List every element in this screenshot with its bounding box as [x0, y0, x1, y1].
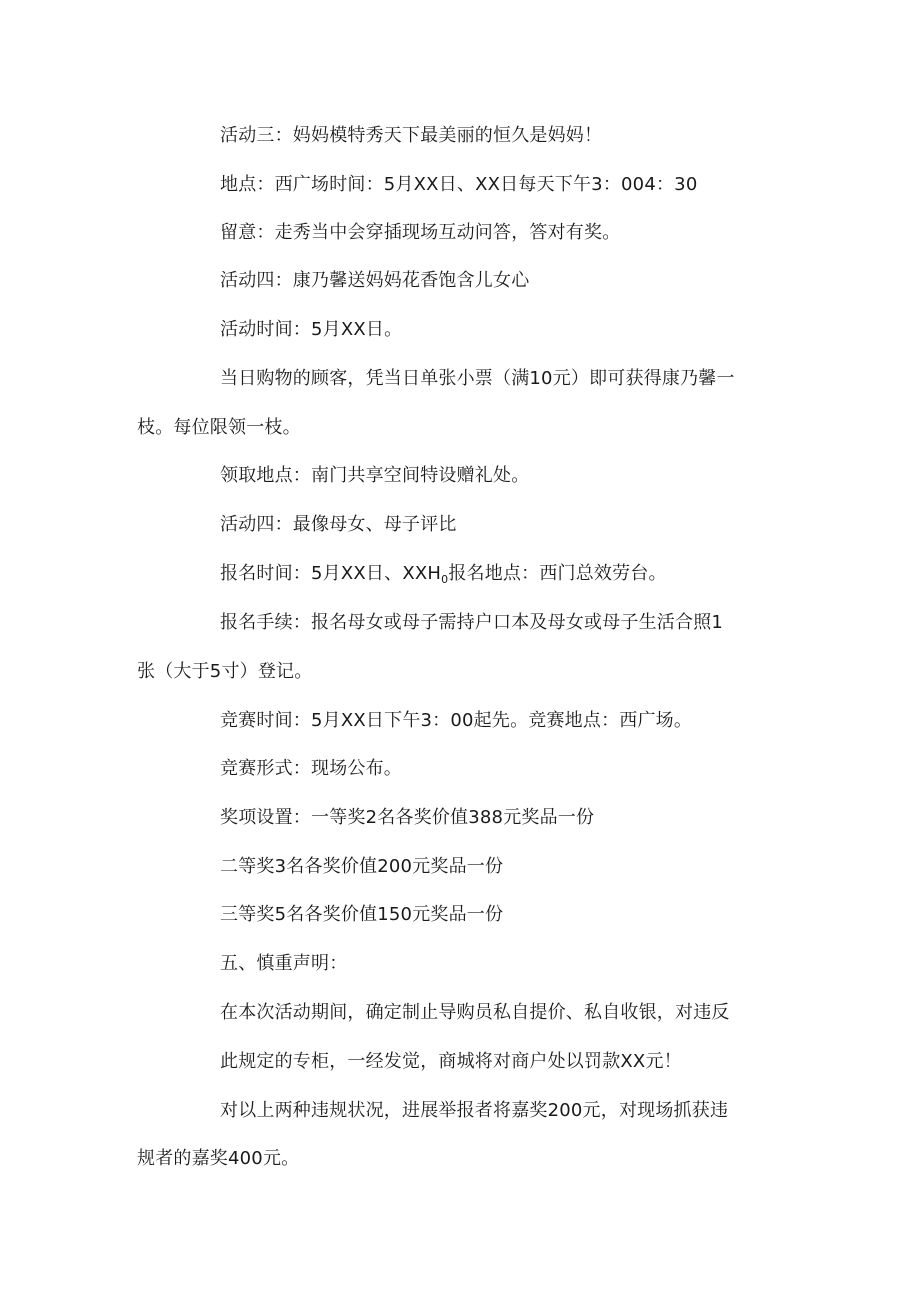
- registration-procedure-line-1: 报名手续：报名母女或母子需持户口本及母女或母子生活合照1: [220, 612, 724, 633]
- first-prize: 奖项设置：一等奖2名各奖价值388元奖品一份: [220, 807, 595, 828]
- declaration-line-2: 此规定的专柜，一经发觉，商城将对商户处以罚款XX元！: [220, 1051, 682, 1072]
- declaration-line-1: 在本次活动期间，确定制止导购员私自提价、私自收银，对违反: [220, 1002, 730, 1023]
- activity-four-heading: 活动四：康乃馨送妈妈花香饱含儿女心: [220, 270, 530, 291]
- activity-three-location-time: 地点：西广场时间：5月XX日、XX日每天下午3：004：30: [220, 174, 698, 195]
- reward-line-1: 对以上两种违规状况，进展举报者将嘉奖200元，对现场抓获违: [220, 1100, 729, 1121]
- competition-format: 竞赛形式：现场公布。: [220, 758, 402, 779]
- registration-location: 报名地点：西门总效劳台。: [448, 563, 667, 584]
- declaration-heading: 五、慎重声明：: [220, 953, 348, 974]
- registration-procedure-line-2: 张（大于5寸）登记。: [137, 661, 313, 682]
- second-prize: 二等奖3名各奖价值200元奖品一份: [220, 856, 504, 877]
- registration-time-prefix: 报名时间：5月XX日、XXH: [220, 563, 442, 584]
- registration-time-location: [220, 562, 667, 586]
- third-prize: 三等奖5名各奖价值150元奖品一份: [220, 904, 504, 925]
- reward-line-2: 规者的嘉奖400元。: [137, 1148, 300, 1169]
- registration-time-subscript: 0: [441, 573, 449, 586]
- activity-four-description-line-1: 当日购物的顾客，凭当日单张小票（满10元）即可获得康乃馨一: [220, 368, 735, 389]
- activity-three-heading: 活动三：妈妈模特秀天下最美丽的恒久是妈妈！: [220, 125, 603, 146]
- collection-location: 领取地点：南门共享空间特设赠礼处。: [220, 465, 530, 486]
- activity-three-note: 留意：走秀当中会穿插现场互动问答，答对有奖。: [220, 222, 621, 243]
- activity-four-description-line-2: 枝。每位限领一枝。: [137, 417, 301, 438]
- competition-time-location: 竞赛时间：5月XX日下午3：00起先。竞赛地点：西广场。: [220, 710, 693, 731]
- activity-four-comparison-heading: 活动四：最像母女、母子评比: [220, 514, 457, 535]
- activity-four-time: 活动时间：5月XX日。: [220, 319, 403, 340]
